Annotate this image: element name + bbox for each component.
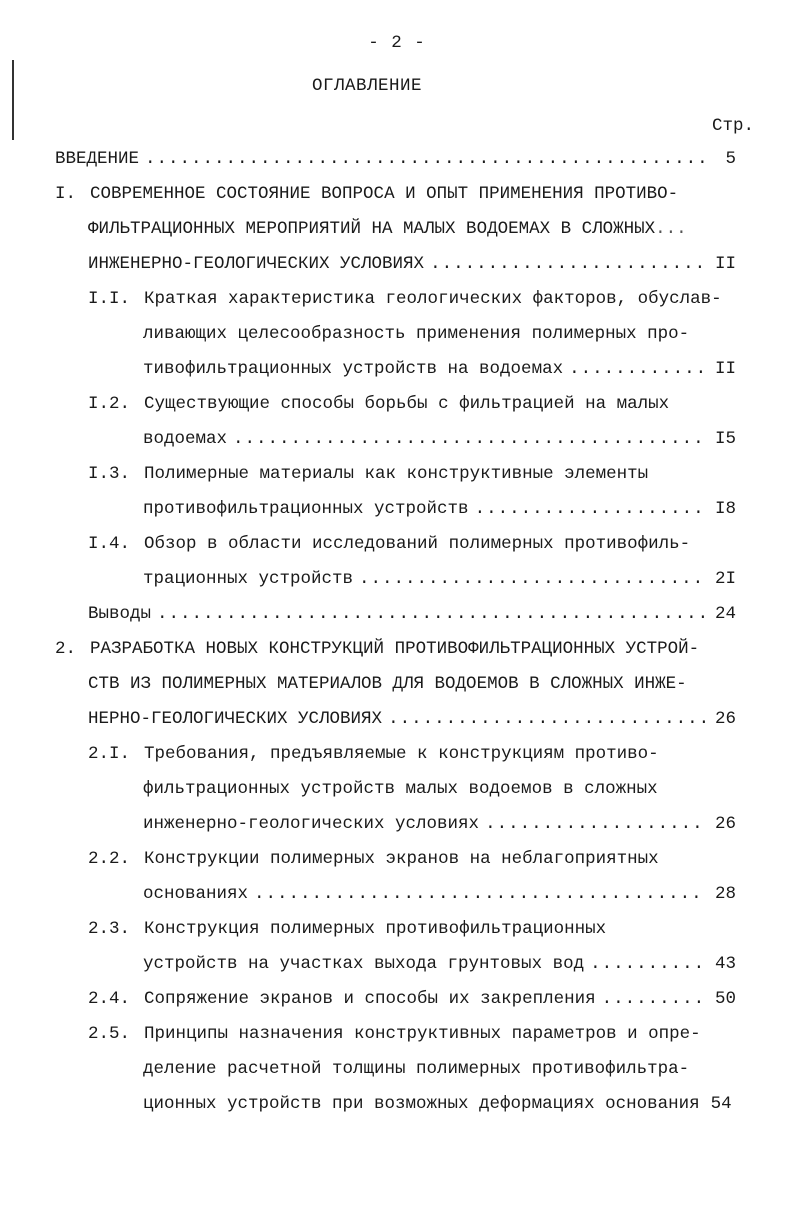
toc-entry-section-2-1[interactable]: 2.I. Требования, предъявляемые к конструкциям противо- <box>88 741 659 767</box>
toc-number: I.3. <box>88 464 131 484</box>
dot-leader <box>145 146 706 172</box>
toc-number: 2.4. <box>88 989 131 1009</box>
toc-entry-section-1-3[interactable]: I.3. Полимерные материалы как конструктивные элементы <box>88 461 648 487</box>
toc-entry-chapter-1-line-2: ФИЛЬТРАЦИОННЫХ МЕРОПРИЯТИЙ НА МАЛЫХ ВОДОЕМАХ В СЛОЖНЫХ ... <box>88 219 687 239</box>
page-column-header: Стр. <box>711 116 754 136</box>
toc-entry-section-1-1-line-3: тивофильтрационных устройств на водоемах ..... II <box>143 356 736 382</box>
toc-entry-section-2-1-line-3: инженерно-геологических условиях ..... 26 <box>143 811 736 837</box>
toc-entry-section-1-3-line-2: противофильтрационных устройств ..... I8 <box>143 496 736 522</box>
toc-entry-section-1-4[interactable]: I.4. Обзор в области исследований полимерных противофиль- <box>88 531 690 557</box>
toc-page-number: I8 <box>714 499 736 519</box>
toc-number: 2.2. <box>88 849 131 869</box>
toc-page-number: II <box>714 359 736 379</box>
toc-number: I.2. <box>88 394 131 414</box>
toc-page-number: 24 <box>714 604 736 624</box>
dot-leader <box>485 811 706 837</box>
toc-number: I.I. <box>88 289 131 309</box>
toc-entry-section-1-2-line-2: водоемах ..... I5 <box>143 426 736 452</box>
toc-page-number: II <box>714 254 736 274</box>
dot-leader <box>359 566 706 592</box>
toc-page-number: 2I <box>714 569 736 589</box>
toc-number: I. <box>55 184 77 204</box>
dot-leader <box>388 706 706 732</box>
toc-entry-chapter-2-line-2: СТВ ИЗ ПОЛИМЕРНЫХ МАТЕРИАЛОВ ДЛЯ ВОДОЕМОВ В СЛОЖНЫХ ИНЖЕ- <box>88 674 687 694</box>
dot-leader <box>475 496 706 522</box>
toc-entry-section-2-5[interactable]: 2.5. Принципы назначения конструктивных параметров и опре- <box>88 1021 701 1047</box>
page-number: - 2 - <box>368 33 426 53</box>
toc-entry-section-2-2[interactable]: 2.2. Конструкции полимерных экранов на неблагоприятных <box>88 846 659 872</box>
toc-entry-intro[interactable]: ВВЕДЕНИЕ ..... 5 <box>55 146 736 172</box>
toc-entry-section-2-4[interactable]: 2.4. Сопряжение экранов и способы их закрепления ..... 50 <box>88 986 736 1012</box>
toc-number: 2.3. <box>88 919 131 939</box>
toc-entry-section-1-4-line-2: трационных устройств ..... 2I <box>143 566 736 592</box>
toc-entry-section-1-1-line-2: ливающих целесообразность применения полимерных про- <box>143 324 690 344</box>
toc-entry-section-1-2[interactable]: I.2. Существующие способы борьбы с фильтрацией на малых <box>88 391 669 417</box>
toc-entry-section-2-5-line-3: ционных устройств при возможных деформациях основания 54 <box>143 1091 736 1117</box>
dot-leader <box>430 251 706 277</box>
toc-page-number: I5 <box>714 429 736 449</box>
toc-number: 2.5. <box>88 1024 131 1044</box>
toc-entry-section-2-2-line-2: основаниях ..... 28 <box>143 881 736 907</box>
toc-number: I.4. <box>88 534 131 554</box>
toc-page-number: 26 <box>714 814 736 834</box>
toc-page-number: 43 <box>714 954 736 974</box>
toc-number: 2. <box>55 639 77 659</box>
dot-leader <box>602 986 706 1012</box>
toc-page-number: 28 <box>714 884 736 904</box>
dot-leader <box>569 356 706 382</box>
toc-entry-chapter-1-line-3: ИНЖЕНЕРНО-ГЕОЛОГИЧЕСКИХ УСЛОВИЯХ ..... II <box>88 251 736 277</box>
toc-number: 2.I. <box>88 744 131 764</box>
toc-page-number: 54 <box>710 1094 732 1114</box>
dot-leader <box>590 951 706 977</box>
toc-entry-conclusions[interactable]: Выводы ..... 24 <box>88 601 736 627</box>
toc-entry-section-2-1-line-2: фильтрационных устройств малых водоемов в сложных <box>143 779 658 799</box>
toc-entry-section-2-3[interactable]: 2.3. Конструкция полимерных противофильтрационных <box>88 916 606 942</box>
toc-entry-chapter-1[interactable]: I. СОВРЕМЕННОЕ СОСТОЯНИЕ ВОПРОСА И ОПЫТ ПРИМЕНЕНИЯ ПРОТИВО- <box>55 181 678 207</box>
toc-page-number: 5 <box>725 149 736 169</box>
toc-entry-section-2-3-line-2: устройств на участках выхода грунтовых вод ..... 43 <box>143 951 736 977</box>
margin-mark <box>12 60 14 140</box>
page-title: ОГЛАВЛЕНИЕ <box>311 76 423 96</box>
dot-leader <box>233 426 706 452</box>
toc-entry-section-2-5-line-2: деление расчетной толщины полимерных противофильтра- <box>143 1059 690 1079</box>
dot-leader <box>157 601 706 627</box>
toc-entry-section-1-1[interactable]: I.I. Краткая характеристика геологических факторов, обуслав- <box>88 286 722 312</box>
toc-page-number: 26 <box>714 709 736 729</box>
toc-entry-chapter-2[interactable]: 2. РАЗРАБОТКА НОВЫХ КОНСТРУКЦИЙ ПРОТИВОФИЛЬТРАЦИОННЫХ УСТРОЙ- <box>55 636 699 662</box>
dot-leader <box>254 881 706 907</box>
toc-page-number: 50 <box>714 989 736 1009</box>
toc-entry-chapter-2-line-3: НЕРНО-ГЕОЛОГИЧЕСКИХ УСЛОВИЯХ ..... 26 <box>88 706 736 732</box>
